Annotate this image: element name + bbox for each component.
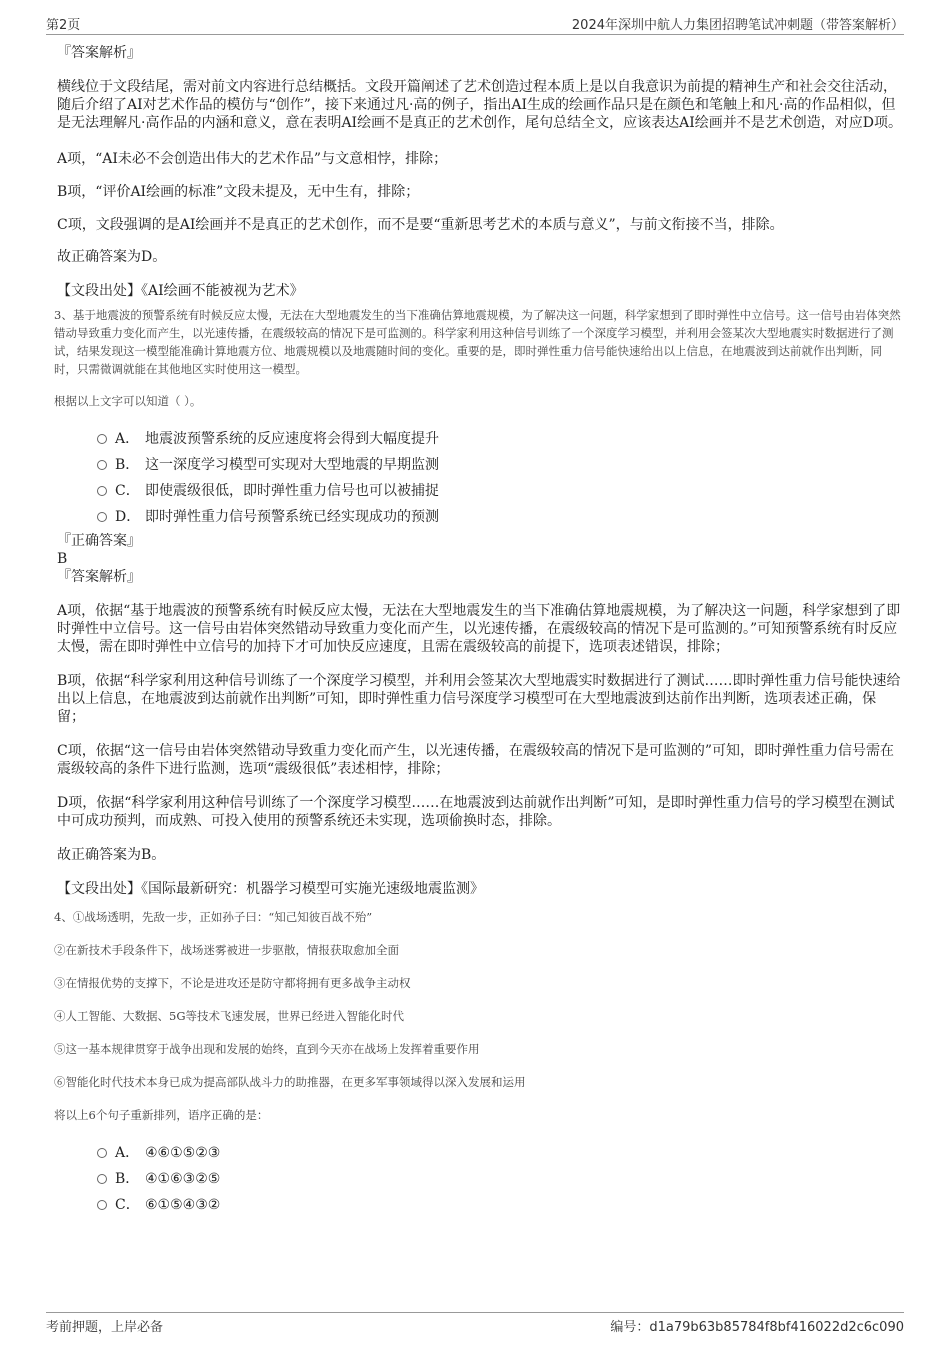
option-text: 即时弹性重力信号预警系统已经实现成功的预测 <box>145 509 439 525</box>
q3-option-c-analysis: C项，依据“这一信号由岩体突然错动导致重力变化而产生，以光速传播，在震级较高的情况下是可监测的”可知，即时弹性重力信号需在震级较高的条件下进行监测，选项“震级很低”表述相悖，排除； <box>57 743 895 777</box>
q3-option-b[interactable] <box>57 452 902 478</box>
q3-analysis-label: 『答案解析』 <box>57 569 141 585</box>
radio-icon[interactable] <box>97 486 107 496</box>
page-footer <box>46 1312 904 1337</box>
q2-conclusion: 故正确答案为D。 <box>57 249 167 265</box>
radio-icon[interactable] <box>97 1200 107 1210</box>
option-letter: B． <box>115 457 140 473</box>
q3-source: 【文段出处】《国际最新研究：机器学习模型可实施光速级地震监测》 <box>57 881 484 897</box>
radio-icon[interactable] <box>97 1148 107 1158</box>
q4-option-b[interactable] <box>57 1166 902 1192</box>
q4-sentence: ②在新技术手段条件下，战场迷雾被进一步驱散，情报获取愈加全面 <box>54 943 399 957</box>
option-text: ④⑥①⑤②③ <box>145 1145 221 1161</box>
q4-sentences <box>54 908 902 1124</box>
footer-slogan: 考前押题，上岸必备 <box>46 1320 164 1335</box>
code-value: d1a79b63b85784f8bf416022d2c6c090 <box>649 1320 904 1335</box>
q3-answer-label: 『正确答案』 <box>57 533 141 549</box>
option-letter: D． <box>115 509 141 525</box>
q4-sentence: ④人工智能、大数据、5G等技术飞速发展，世界已经进入智能化时代 <box>54 1009 404 1023</box>
q3-option-a-analysis: A项，依据“基于地震波的预警系统有时候反应太慢，无法在大型地震发生的当下准确估算地震规模，为了解决这一问题，科学家想到了即时弹性中立信号。这一信号由岩体突然错动导致重力变化而产生，以光速传播，在震级较高的情况下是可监测的。”可知预警系统有时反应太慢，需在即时弹性中立信号的加持下才可加快反应速度，且需在震级较高的前提下，选项表述错误，排除； <box>57 603 901 655</box>
q2-option-b-analysis: B项，“评价AI绘画的标准”文段未提及，无中生有，排除； <box>57 184 420 200</box>
q3-option-a[interactable] <box>57 426 902 452</box>
q3-option-c[interactable] <box>57 478 902 504</box>
q4-sentence: ③在情报优势的支撑下，不论是进攻还是防守都将拥有更多战争主动权 <box>54 976 411 990</box>
radio-icon[interactable] <box>97 1174 107 1184</box>
page-content <box>54 44 902 1218</box>
option-letter: A． <box>115 431 140 447</box>
q4-option-c[interactable] <box>57 1192 902 1218</box>
q3-option-b-analysis: B项，依据“科学家利用这种信号训练了一个深度学习模型，并利用会签某次大型地震实时数据进行了测试……即时弹性重力信号能快速给出以上信息，在地震波到达前就作出判断”可知，即时弹性重力信号深度学习模型可在大型地震波到达前作出判断，选项表述正确，保留； <box>57 673 901 725</box>
option-text: ⑥①⑤④③② <box>145 1197 221 1213</box>
code-label: 编号： <box>610 1320 650 1335</box>
option-letter: C． <box>115 1197 140 1213</box>
radio-icon[interactable] <box>97 460 107 470</box>
document-title: 2024年深圳中航人力集团招聘笔试冲刺题（带答案解析） <box>571 18 904 33</box>
q2-analysis-label: 『答案解析』 <box>57 45 141 61</box>
q4-prompt: 将以上6个句子重新排列，语序正确的是： <box>54 1108 269 1122</box>
option-text: 这一深度学习模型可实现对大型地震的早期监测 <box>145 457 439 473</box>
document-code <box>610 1316 904 1335</box>
q4-option-a[interactable] <box>57 1140 902 1166</box>
option-letter: C． <box>115 483 140 499</box>
q3-conclusion: 故正确答案为B。 <box>57 847 166 863</box>
option-text: 即使震级很低，即时弹性重力信号也可以被捕捉 <box>145 483 439 499</box>
q3-stem: 3、基于地震波的预警系统有时候反应太慢，无法在大型地震发生的当下准确估算地震规模，为了解决这一问题，科学家想到了即时弹性中立信号。这一信号由岩体突然错动导致重力变化而产生，以光速传播，在震级较高的情况下是可监测的。科学家利用这种信号训练了一个深度学习模型，并利用会签某次大型地震实时数据进行了测试，结果发现这一模型能准确计算地震方位、地震规模以及地震随时间的变化。重要的是，即时弹性重力信号能快速给出以上信息，在地震波到达前就作出判断，同时，只需微调就能在其他地区实时使用这一模型。 <box>54 308 901 376</box>
q2-option-c-analysis: C项，文段强调的是AI绘画并不是真正的艺术创作，而不是要“重新思考艺术的本质与意义”，与前文衔接不当，排除。 <box>57 217 784 233</box>
q3-answer: B <box>57 551 68 567</box>
option-letter: A． <box>115 1145 140 1161</box>
option-text: 地震波预警系统的反应速度将会得到大幅度提升 <box>145 431 439 447</box>
q3-option-d-analysis: D项，依据“科学家利用这种信号训练了一个深度学习模型……在地震波到达前就作出判断”可知，是即时弹性重力信号的学习模型在测试中可成功预判，而成熟、可投入使用的预警系统还未实现，选项偷换时态，排除。 <box>57 795 895 829</box>
q3-prompt: 根据以上文字可以知道（ ）。 <box>54 394 202 408</box>
q3-options <box>57 426 902 530</box>
q2-analysis-text: 横线位于文段结尾，需对前文内容进行总结概括。文段开篇阐述了艺术创造过程本质上是以自我意识为前提的精神生产和社会交往活动，随后介绍了AI对艺术作品的模仿与“创作”，接下来通过凡·高的例子，指出AI生成的绘画作品只是在颜色和笔触上和凡·高的作品相似，但是无法理解凡·高作品的内涵和意义，意在表明AI绘画不是真正的艺术创作，尾句总结全文，应该表达AI绘画并不是艺术创造，对应D项。 <box>57 79 902 131</box>
q2-option-a-analysis: A项，“AI未必不会创造出伟大的艺术作品”与文意相悖，排除； <box>57 151 448 167</box>
q4-options <box>57 1140 902 1218</box>
q4-sentence: 4、①战场透明，先敌一步，正如孙子曰：“知己知彼百战不殆” <box>54 910 373 924</box>
page-number: 第2页 <box>46 18 81 33</box>
q4-sentence: ⑥智能化时代技术本身已成为提高部队战斗力的助推器，在更多军事领域得以深入发展和运用 <box>54 1075 526 1089</box>
radio-icon[interactable] <box>97 512 107 522</box>
option-letter: B． <box>115 1171 140 1187</box>
q2-source: 【文段出处】《AI绘画不能被视为艺术》 <box>57 283 304 299</box>
q3-option-d[interactable] <box>57 504 902 530</box>
page-header <box>46 12 904 35</box>
option-text: ④①⑥③②⑤ <box>145 1171 221 1187</box>
radio-icon[interactable] <box>97 434 107 444</box>
q4-sentence: ⑤这一基本规律贯穿于战争出现和发展的始终，直到今天亦在战场上发挥着重要作用 <box>54 1042 480 1056</box>
